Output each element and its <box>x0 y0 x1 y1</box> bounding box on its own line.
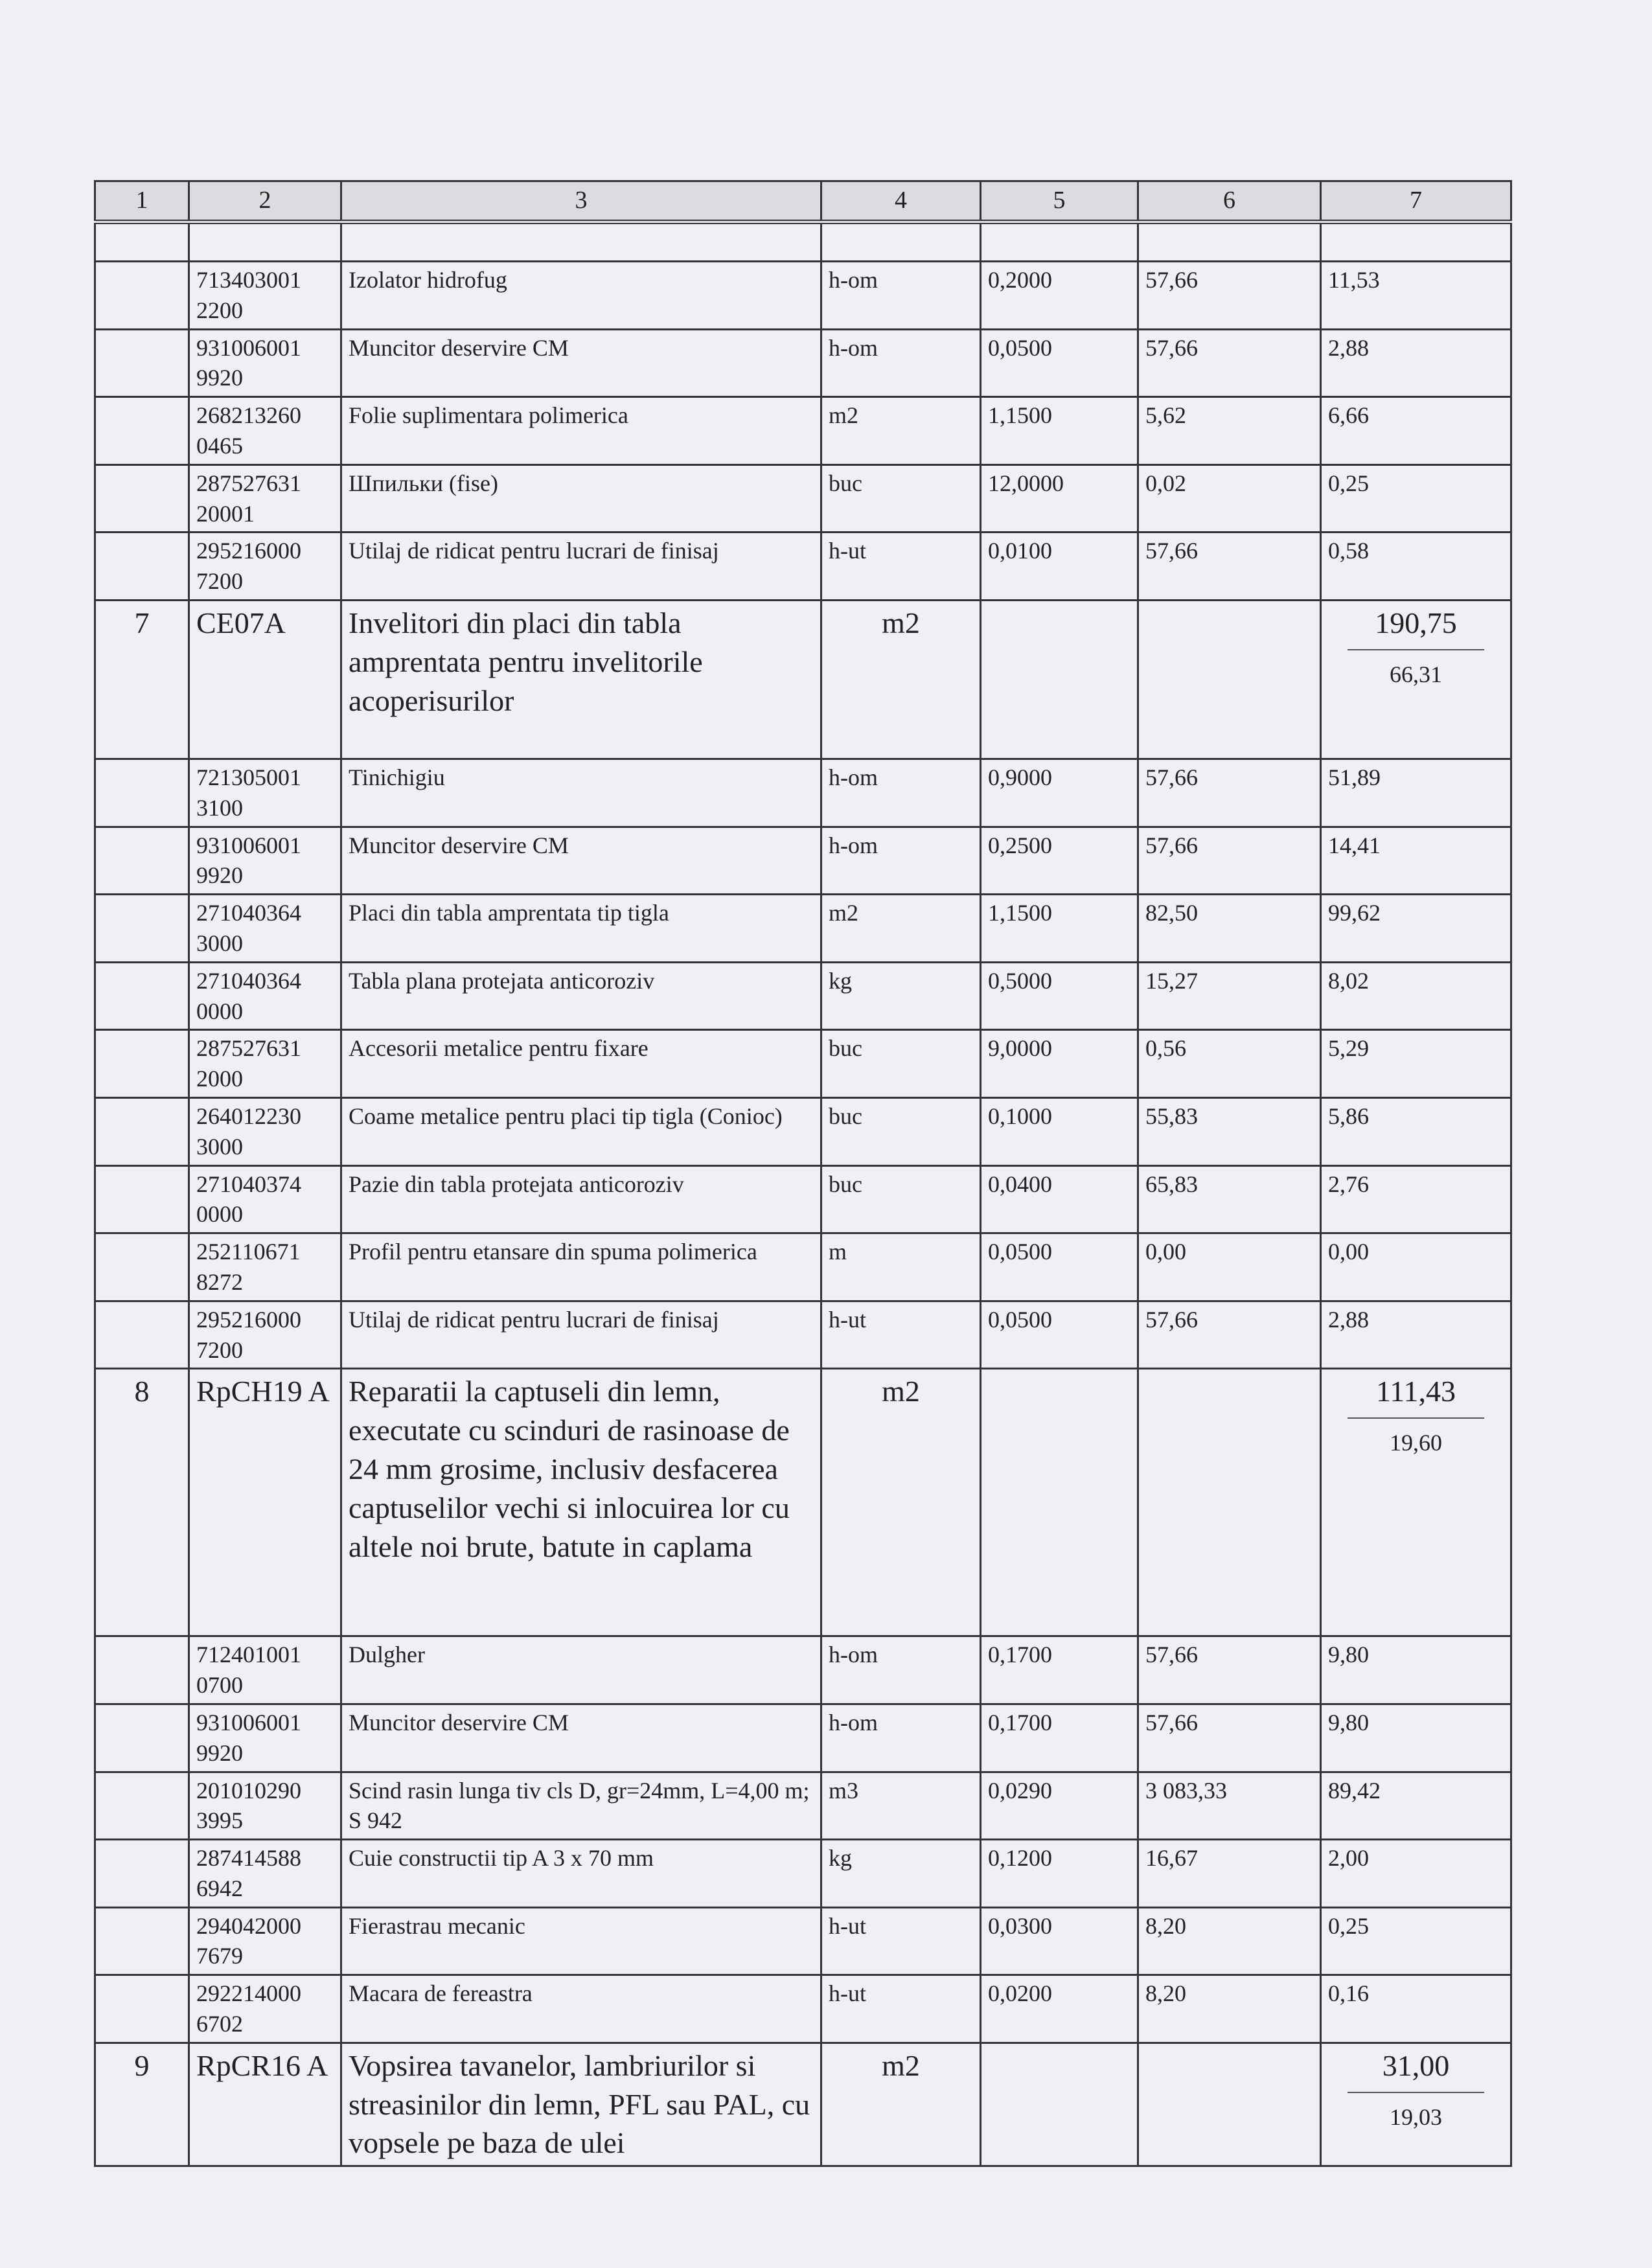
total-cell: 89,42 <box>1321 1772 1511 1840</box>
quantity-cell: 0,0400 <box>981 1165 1138 1233</box>
empty-cell <box>341 222 821 262</box>
unit-price-cell: 57,66 <box>1138 1301 1321 1369</box>
resource-code: 712401001 0700 <box>189 1636 341 1704</box>
item-number-cell <box>95 1301 189 1369</box>
item-number-cell <box>95 1975 189 2043</box>
resource-code: 931006001 9920 <box>189 329 341 397</box>
item-number-cell <box>95 1907 189 1975</box>
resource-description: Folie suplimentara polimerica <box>341 397 821 465</box>
total-cell: 0,16 <box>1321 1975 1511 2043</box>
resource-row <box>95 1030 1511 1098</box>
resource-description: Scind rasin lunga tiv cls D, gr=24mm, L=4,00 m; S 942 <box>341 1772 821 1840</box>
work-description: Reparatii la captuseli din lemn, executate cu scinduri de rasinoase de 24 mm grosime, inclusiv desfacerea captuselilor vechi si inlocuirea lor cu altele noi brute, batute in caplama <box>341 1369 821 1636</box>
work-total-cell <box>1321 2043 1511 2166</box>
empty-cell <box>95 222 189 262</box>
empty-cell <box>1321 222 1511 262</box>
quantity-cell: 0,0290 <box>981 1772 1138 1840</box>
unit-price-cell: 8,20 <box>1138 1907 1321 1975</box>
item-number-cell <box>95 329 189 397</box>
unit-cell: kg <box>821 1840 981 1908</box>
resource-row <box>95 329 1511 397</box>
unit-price-cell: 8,20 <box>1138 1975 1321 2043</box>
unit-cell: m2 <box>821 895 981 963</box>
empty-cell <box>821 222 981 262</box>
total-cell: 99,62 <box>1321 895 1511 963</box>
estimate-table <box>94 180 1512 2167</box>
resource-code: 268213260 0465 <box>189 397 341 465</box>
resource-description: Muncitor deservire CM <box>341 329 821 397</box>
item-number-cell <box>95 1772 189 1840</box>
work-unit: m2 <box>821 2043 981 2166</box>
item-number-cell <box>95 262 189 330</box>
col-header: 3 <box>341 181 821 222</box>
resource-description: Izolator hidrofug <box>341 262 821 330</box>
resource-code: 287527631 2000 <box>189 1030 341 1098</box>
quantity-cell: 0,1700 <box>981 1704 1138 1772</box>
resource-code: 294042000 7679 <box>189 1907 341 1975</box>
item-number-cell <box>95 1704 189 1772</box>
resource-code: 264012230 3000 <box>189 1097 341 1165</box>
resource-description: Шпильки (fise) <box>341 464 821 533</box>
empty-cell <box>1138 2043 1321 2166</box>
resource-description: Placi din tabla amprentata tip tigla <box>341 895 821 963</box>
unit-price-cell: 0,56 <box>1138 1030 1321 1098</box>
item-number-cell <box>95 759 189 827</box>
work-labor-subtotal: 66,31 <box>1390 661 1442 687</box>
col-header: 5 <box>981 181 1138 222</box>
resource-row <box>95 1165 1511 1233</box>
quantity-cell: 0,9000 <box>981 759 1138 827</box>
unit-price-cell: 57,66 <box>1138 827 1321 895</box>
resource-row <box>95 1840 1511 1908</box>
unit-cell: buc <box>821 464 981 533</box>
resource-code: 271040374 0000 <box>189 1165 341 1233</box>
item-number-cell <box>95 464 189 533</box>
resource-row <box>95 1907 1511 1975</box>
unit-cell: h-om <box>821 262 981 330</box>
resource-description: Muncitor deservire CM <box>341 827 821 895</box>
col-header: 7 <box>1321 181 1511 222</box>
item-number-cell <box>95 1636 189 1704</box>
resource-row <box>95 1975 1511 2043</box>
empty-cell <box>981 222 1138 262</box>
resource-code: 287527631 20001 <box>189 464 341 533</box>
unit-cell: m2 <box>821 397 981 465</box>
total-cell: 9,80 <box>1321 1704 1511 1772</box>
total-cell: 0,25 <box>1321 464 1511 533</box>
quantity-cell: 1,1500 <box>981 895 1138 963</box>
work-code: RpCR16 A <box>189 2043 341 2166</box>
unit-price-cell: 57,66 <box>1138 1704 1321 1772</box>
total-cell: 9,80 <box>1321 1636 1511 1704</box>
unit-cell: kg <box>821 962 981 1030</box>
unit-price-cell: 0,00 <box>1138 1233 1321 1301</box>
unit-cell: buc <box>821 1030 981 1098</box>
total-cell: 6,66 <box>1321 397 1511 465</box>
total-cell: 5,86 <box>1321 1097 1511 1165</box>
item-number-cell <box>95 895 189 963</box>
resource-description: Coame metalice pentru placi tip tigla (Conioc) <box>341 1097 821 1165</box>
resource-description: Cuie constructii tip A 3 x 70 mm <box>341 1840 821 1908</box>
resource-code: 292214000 6702 <box>189 1975 341 2043</box>
unit-cell: h-om <box>821 759 981 827</box>
quantity-cell: 0,0500 <box>981 329 1138 397</box>
unit-price-cell: 16,67 <box>1138 1840 1321 1908</box>
col-header: 2 <box>189 181 341 222</box>
unit-cell: h-ut <box>821 533 981 601</box>
item-number-cell <box>95 533 189 601</box>
unit-price-cell: 3 083,33 <box>1138 1772 1321 1840</box>
resource-description: Macara de fereastra <box>341 1975 821 2043</box>
item-number: 7 <box>95 600 189 759</box>
resource-code: 271040364 0000 <box>189 962 341 1030</box>
unit-cell: m3 <box>821 1772 981 1840</box>
work-total-cell <box>1321 600 1511 759</box>
work-unit: m2 <box>821 1369 981 1636</box>
resource-row <box>95 1636 1511 1704</box>
resource-row <box>95 759 1511 827</box>
empty-cell <box>1138 600 1321 759</box>
resource-row <box>95 533 1511 601</box>
quantity-cell: 9,0000 <box>981 1030 1138 1098</box>
quantity-cell: 0,0500 <box>981 1233 1138 1301</box>
resource-row <box>95 397 1511 465</box>
empty-cell <box>1138 222 1321 262</box>
item-number-cell <box>95 1097 189 1165</box>
quantity-cell: 0,1700 <box>981 1636 1138 1704</box>
work-item-row <box>95 1369 1511 1636</box>
resource-code: 271040364 3000 <box>189 895 341 963</box>
item-number-cell <box>95 397 189 465</box>
unit-cell: h-om <box>821 827 981 895</box>
resource-row <box>95 962 1511 1030</box>
item-number-cell <box>95 962 189 1030</box>
item-number-cell <box>95 1165 189 1233</box>
empty-cell <box>981 2043 1138 2166</box>
item-number-cell <box>95 1840 189 1908</box>
quantity-cell: 0,1000 <box>981 1097 1138 1165</box>
resource-code: 931006001 9920 <box>189 827 341 895</box>
resource-code: 713403001 2200 <box>189 262 341 330</box>
work-code: CE07A <box>189 600 341 759</box>
work-total-cell <box>1321 1369 1511 1636</box>
resource-code: 295216000 7200 <box>189 533 341 601</box>
resource-code: 252110671 8272 <box>189 1233 341 1301</box>
column-number-header <box>95 181 1511 222</box>
total-cell: 51,89 <box>1321 759 1511 827</box>
unit-cell: h-om <box>821 329 981 397</box>
unit-price-cell: 0,02 <box>1138 464 1321 533</box>
quantity-cell: 0,0500 <box>981 1301 1138 1369</box>
resource-description: Pazie din tabla protejata anticoroziv <box>341 1165 821 1233</box>
resource-row <box>95 1772 1511 1840</box>
unit-cell: buc <box>821 1097 981 1165</box>
work-total: 31,00 <box>1348 2046 1484 2093</box>
total-cell: 0,25 <box>1321 1907 1511 1975</box>
unit-price-cell: 55,83 <box>1138 1097 1321 1165</box>
total-cell: 0,00 <box>1321 1233 1511 1301</box>
work-code: RpCH19 A <box>189 1369 341 1636</box>
resource-code: 295216000 7200 <box>189 1301 341 1369</box>
unit-cell: h-ut <box>821 1907 981 1975</box>
total-cell: 2,88 <box>1321 1301 1511 1369</box>
item-number: 9 <box>95 2043 189 2166</box>
quantity-cell: 1,1500 <box>981 397 1138 465</box>
resource-row <box>95 1233 1511 1301</box>
empty-cell <box>981 600 1138 759</box>
unit-cell: h-ut <box>821 1975 981 2043</box>
unit-price-cell: 57,66 <box>1138 533 1321 601</box>
total-cell: 5,29 <box>1321 1030 1511 1098</box>
resource-code: 287414588 6942 <box>189 1840 341 1908</box>
work-total: 190,75 <box>1348 604 1484 650</box>
work-description: Invelitori din placi din tabla amprentata pentru invelitorile acoperisurilor <box>341 600 821 759</box>
resource-description: Fierastrau mecanic <box>341 1907 821 1975</box>
work-labor-subtotal: 19,60 <box>1390 1430 1442 1456</box>
total-cell: 2,00 <box>1321 1840 1511 1908</box>
resource-row <box>95 827 1511 895</box>
resource-code: 721305001 3100 <box>189 759 341 827</box>
unit-cell: m <box>821 1233 981 1301</box>
resource-row <box>95 262 1511 330</box>
quantity-cell: 0,1200 <box>981 1840 1138 1908</box>
item-number: 8 <box>95 1369 189 1636</box>
resource-description: Tinichigiu <box>341 759 821 827</box>
work-total: 111,43 <box>1348 1372 1484 1419</box>
quantity-cell: 0,0200 <box>981 1975 1138 2043</box>
col-header: 6 <box>1138 181 1321 222</box>
empty-cell <box>1138 1369 1321 1636</box>
unit-price-cell: 57,66 <box>1138 329 1321 397</box>
unit-price-cell: 5,62 <box>1138 397 1321 465</box>
unit-price-cell: 65,83 <box>1138 1165 1321 1233</box>
resource-description: Utilaj de ridicat pentru lucrari de finisaj <box>341 1301 821 1369</box>
work-unit: m2 <box>821 600 981 759</box>
resource-description: Accesorii metalice pentru fixare <box>341 1030 821 1098</box>
quantity-cell: 0,2500 <box>981 827 1138 895</box>
work-description: Vopsirea tavanelor, lambriurilor si streasinilor din lemn, PFL sau PAL, cu vopsele pe baza de ulei <box>341 2043 821 2166</box>
total-cell: 11,53 <box>1321 262 1511 330</box>
resource-description: Utilaj de ridicat pentru lucrari de finisaj <box>341 533 821 601</box>
work-labor-subtotal: 19,03 <box>1390 2103 1442 2130</box>
quantity-cell: 0,2000 <box>981 262 1138 330</box>
work-item-row <box>95 600 1511 759</box>
unit-price-cell: 15,27 <box>1138 962 1321 1030</box>
empty-row <box>95 222 1511 262</box>
unit-cell: h-ut <box>821 1301 981 1369</box>
resource-code: 931006001 9920 <box>189 1704 341 1772</box>
quantity-cell: 0,5000 <box>981 962 1138 1030</box>
quantity-cell: 12,0000 <box>981 464 1138 533</box>
item-number-cell <box>95 827 189 895</box>
unit-price-cell: 82,50 <box>1138 895 1321 963</box>
total-cell: 2,88 <box>1321 329 1511 397</box>
unit-cell: h-om <box>821 1636 981 1704</box>
resource-row <box>95 1301 1511 1369</box>
resource-row <box>95 1097 1511 1165</box>
quantity-cell: 0,0100 <box>981 533 1138 601</box>
col-header: 1 <box>95 181 189 222</box>
unit-price-cell: 57,66 <box>1138 262 1321 330</box>
col-header: 4 <box>821 181 981 222</box>
total-cell: 0,58 <box>1321 533 1511 601</box>
unit-cell: buc <box>821 1165 981 1233</box>
unit-price-cell: 57,66 <box>1138 1636 1321 1704</box>
empty-cell <box>981 1369 1138 1636</box>
total-cell: 2,76 <box>1321 1165 1511 1233</box>
item-number-cell <box>95 1030 189 1098</box>
unit-price-cell: 57,66 <box>1138 759 1321 827</box>
resource-code: 201010290 3995 <box>189 1772 341 1840</box>
resource-description: Dulgher <box>341 1636 821 1704</box>
resource-description: Muncitor deservire CM <box>341 1704 821 1772</box>
total-cell: 8,02 <box>1321 962 1511 1030</box>
work-item-row <box>95 2043 1511 2166</box>
empty-cell <box>189 222 341 262</box>
quantity-cell: 0,0300 <box>981 1907 1138 1975</box>
resource-row <box>95 464 1511 533</box>
item-number-cell <box>95 1233 189 1301</box>
resource-description: Tabla plana protejata anticoroziv <box>341 962 821 1030</box>
unit-cell: h-om <box>821 1704 981 1772</box>
resource-row <box>95 895 1511 963</box>
resource-description: Profil pentru etansare din spuma polimerica <box>341 1233 821 1301</box>
total-cell: 14,41 <box>1321 827 1511 895</box>
resource-row <box>95 1704 1511 1772</box>
